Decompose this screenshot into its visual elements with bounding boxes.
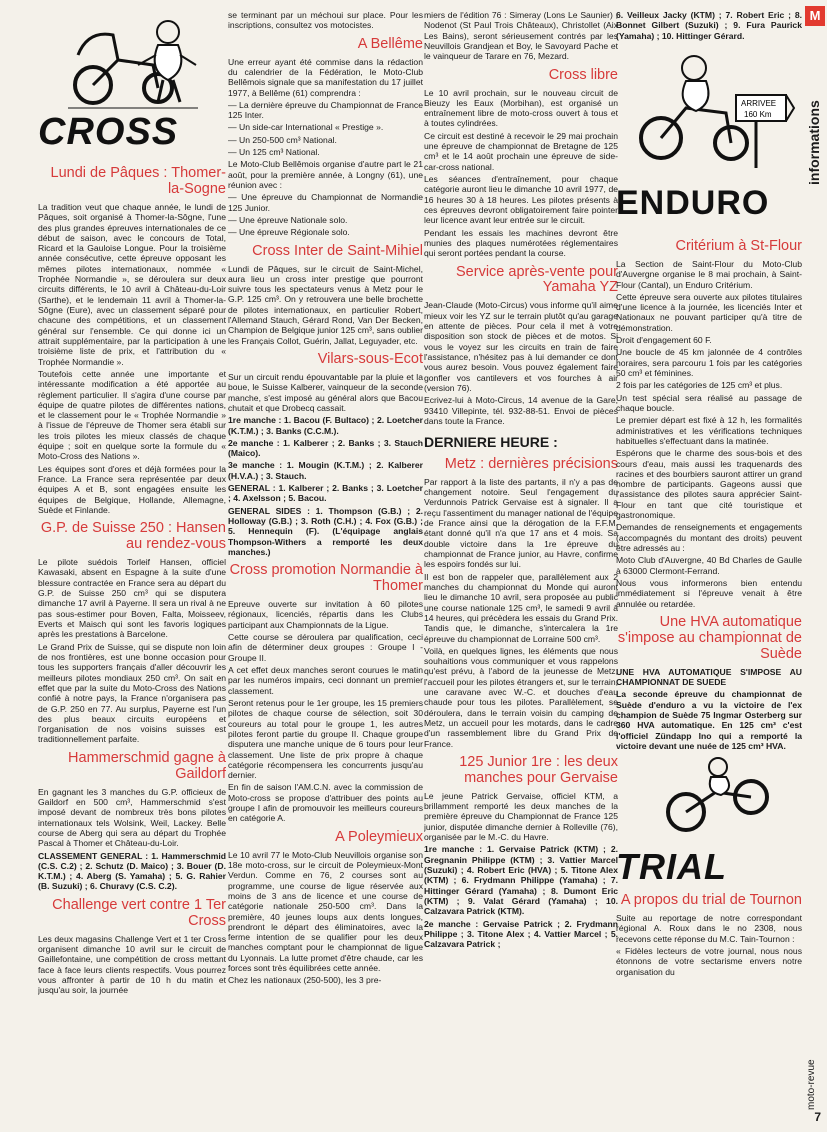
column-4 [616,10,802,1122]
column-3 [424,10,618,1122]
article-text: Nous vous informerons bien entendu immédiatement si l'épreuve venait à être annulée ou retardée. [616,577,802,609]
article-text: En fin de saison l'AM.C.N. avec la commission de Moto-cross se propose d'attribuer des points au groupe I afin de promouvoir les meilleurs coureurs en catégorie A. [228,782,423,824]
article-title: A Poleymieux [335,828,423,845]
article-title: Une HVA automatique s'impose au championnat de Suède [617,613,802,662]
article-text: Une erreur ayant été commise dans la rédaction du calendrier de la Fédération, le Moto-Club Bellêmois signale que sa manifestation du 17 juillet 1977, à Bellême (61) comprendra : [228,56,423,98]
article-title: A Bellême [357,35,423,52]
cross-title: CROSS [38,111,179,153]
arrow-sign-line1: ARRIVEE [741,98,777,108]
article-text: Demandes de renseignements et engagements (accompagnés du montant des droits) peuvent être adressés au : [616,522,802,553]
results-text: GENERAL : 1. Kalberer ; 2. Banks ; 3. Loetcher ; 4. Axelsson ; 5. Bacou. [228,483,423,504]
article-text: La Section de Saint-Flour du Moto-Club d'Auvergne organise le 8 mai prochain, à Saint-Flour (Cantal), un Enduro Critérium. [616,258,802,290]
column-2 [228,10,423,1122]
article-text: Espérons que le charme des sous-bois et des cours d'eau, mais aussi les traquenards des racines et des bourbiers sauront attirer un grand nombre de participants. Gageons aussi que l'assistance des pilotes saura apprécier Saint-Flour en tant que cité touristique et gastronomique. [616,448,802,521]
trial-title: TRIAL [616,846,727,888]
article-text: Epreuve ouverte sur invitation à 60 pilotes régionaux, licenciés, répartis dans les Clubs participant aux Championnats de la Ligue. [228,599,423,630]
article-title: Hammerschmid gagne à Gaildorf [68,749,226,782]
article-text: Cette course se déroulera par qualification, ceci afin de déterminer deux groupes : Groupe I - Groupe II. [228,632,423,663]
list-item: — Une épreuve du Championnat de Normandie 125 Junior. [228,192,423,213]
article-text: A cet effet deux manches seront courues le matin par les numéros impairs, ceci donnant un premier classement. [228,665,423,696]
article-text: Une boucle de 45 km jalonnée de 4 contrôles horaires, sera parcouru 1 fois par les catégories 50 cm³ et féminines. [616,347,802,378]
article-title: Critérium à St-Flour [675,237,802,254]
list-item: — Un 125 cm³ National. [228,147,320,158]
list-item: — Un 250-500 cm³ National. [228,134,337,145]
trial-logo [616,757,802,887]
cross-logo [38,10,226,160]
article-text: La tradition veut que chaque année, le lundi de Pâques, soit organisé à Thomer-la-Sôgne, l'une des plus grandes épreuves internationales de ce début de saison, avec le concours de Total, Ricard et la Gauloise Longue. Pour la troisième année consécutive, cette épreuve opposant les mêmes pilotes internationaux, nommée « Trophée Normandie », se déroulera sur deux circuits différents, le 10 avril à Château-du-Loir (Sarthe), et le lendemain 11 avril à Thomer-la-Sôgne (Eure), avec un classement séparé pour chacune des compétitions, et un classement général sur l'ensemble. Ce qui donne ici un attrait supplémentaire, par la participation à une troisième liste de prix, et l'attribution du « Trophée Normandie ». [38,201,226,367]
article-text: Toutefois cette année une importante et intéressante modification a été apportée au règlement particulier. Il s'agira d'une course par équipe de quatre pilotes de différentes nations, et le classement pour le « Trophée Normandie » à l'issue de l'épreuve de Thomer sera établi sur les trois pilotes les mieux classés de chaque équipe ; soit en quelque sorte la formule du « Moto-Cross des Nations ». [38,368,226,462]
magazine-logo: M [805,6,825,26]
article-text: Moto Club d'Auvergne, 40 Bd Charles de Gaulle à 63000 Clermont-Ferrand. [616,555,802,576]
article-text: Les équipes sont d'ores et déjà formées pour la France. La France sera représentée par deux équipes A et B, sont engagées ensuite les équipes de Belgique, Hollande, Allemagne, Suède et Finlande. [38,463,226,515]
article-text: En gagnant les 3 manches du G.P. officieux de Gaildorf en 500 cm³, Hammerschmid s'est imposé devant de nombreux très bons pilotes internationaux tels Wolsink, Weil, Lackey. Belle course de Aberg qui sera au départ du Trophée Pascal à Thomer et Château-du-Loir. [38,786,226,849]
article-text: Droit d'engagement 60 F. [616,335,712,346]
article-text: Pendant les essais les machines devront être munies des plaques numérotées réglementaires qui seront portées pendant la course. [424,227,618,259]
article-text: « Fidèles lecteurs de votre journal, nous nous étonnons de votre sectarisme envers notre organisation du [616,946,802,977]
results-text: 3e manche : 1. Mougin (K.T.M.) ; 2. Kalberer (H.V.A.) ; 3. Stauch. [228,460,423,481]
article-text: Voilà, en quelques lignes, les éléments que nous souhaitions vous communiquer et vous rappelons qu'est prévu, à l'abord de la jeunesse de Metz, l'accueil pour les pilotes étrangers et, sur le terrain, une caravane avec W.-C. et douches d'eau chaude pour tous les pilotes. Parallèlement, se déroulera, dans le terrain voisin du camping de Metz, un accueil pour les motards, dans le cadre d'un rassemblement libre du Grand Prix de France. [424,645,618,749]
article-text: Jean-Claude (Moto-Circus) vous informe qu'il aime mieux voir les YZ sur le terrain plutôt qu'au garage en attente de pièces. Pour cela il met à votre disposition son stock de pièces et de motos. Si vous le voyez sur les circuits en train de faire l'assistance, n'hésitez pas à lui demander ce dont vous aurez besoin. Vous pouvez également faire gonfler vos cantilevers et vos fourches à air (version 76). [424,300,618,393]
results-text: CLASSEMENT GENERAL : 1. Hammerschmid (C.S. C.2) ; 2. Schutz (D. Maico) ; 3. Bouer (D. K.T.M.) ; 4. Aberg (S. Yamaha) ; 5. G. Rahier (B. Suzuki) ; 6. Churavy (C.S. C.2). [38,850,226,892]
results-text: 1re manche : 1. Bacou (F. Bultaco) ; 2. Loetcher (K.T.M.) ; 3. Banks (C.C.M.). [228,415,423,436]
list-item: — Un side-car International « Prestige ». [228,122,384,133]
page-sidebar [803,0,827,1132]
article-text: Sur un circuit rendu épouvantable par la pluie et la boue, le Suisse Kalberer, vainqueur de la seconde manche, s'est imposé au général alors que Bacou chutait et que Drobecq cassait. [228,371,423,413]
breaking-news-heading: DERNIERE HEURE : [424,434,558,451]
article-subtitle: UNE HVA AUTOMATIQUE S'IMPOSE AU CHAMPIONNAT DE SUEDE [616,666,802,687]
article-title: Metz : dernières précisions [444,455,618,472]
article-text: Le Moto-Club Bellêmois organise d'autre part le 21 août, pour la première année, à Longny (61), une réunion avec : [228,159,423,190]
article-text: Le 10 avril 77 le Moto-Club Neuvillois organise son 18e moto-cross, sur le circuit de Poleymieux-Mont Verdun. Comme en 76, 2 courses sont au programme, une course de ligue réservée aux moins de 3 ans de licence et une course de catégorie nationale 250-500 cm³. Dans la première, 40 jeunes loups aux dents longues, prendront le départ des éliminatoires, avec la ferme intention de se qualifier pour les deux manches comptant pour le championnat de ligue du Lyonnais. La lutte promet d'être chaude, car les forces sont très équilibrées cette année. [228,849,423,974]
article-text: 2 fois par les catégories de 125 cm³ et plus. [616,380,783,391]
magazine-name: moto-revue [806,1059,817,1110]
article-text: Le pilote suédois Torleif Hansen, officiel Kawasaki, absent en Espagne à la suite d'une blessure contractée en France sera au départ du G.P. de Suisse 250 cm³ qui se disputera dimanche 17 avril à Payerne. Il sera un rival à ne pas sous-estimer pour Boven, Falta, Moisseev, Everts et Maisch qui sont les favoris logiques après les prestations à Barcelone. [38,557,226,640]
page-number: 7 [814,1110,821,1124]
article-title: A propos du trial de Tournon [620,892,802,909]
article-text: Ecrivez-lui à Moto-Circus, 14 avenue de la Gare, 93410 Villepinte, tél. 932-88-51. Envoi de pièces dans toute la France. [424,395,618,426]
results-text: 2e manche : 1. Kalberer ; 2. Banks ; 3. Stauch (Maico). [228,437,423,459]
enduro-logo [616,43,802,233]
motorcycle-rider-illustration [58,10,208,115]
results-text: 1re manche : 1. Gervaise Patrick (KTM) ; 2. Gregnanin Philippe (KTM) ; 3. Vattier Marcel (Suzuki) ; 4. Robert Eric (HVA) ; 5. Titone Alex (KTM) ; 6. Frydmann Philippe (Yamaha) ; 7. Hittinger Gérard (Yamaha) ; 8. Dumont Eric (KTM) ; 9. Valat Gérard (Yamaha) ; 10. Calzavara Patrick (KTM). [424,844,618,917]
article-title: Service après-vente pour Yamaha YZ [456,263,618,296]
arrow-sign-line2: 160 Km [744,109,772,119]
article-text: Le premier départ est fixé à 12 h, les formalités administratives et les vérifications techniques habituelles s'effectuant dans la matinée. [616,415,802,446]
trial-rider-illustration [646,757,796,847]
article-text: Chez les nationaux (250-500), les 3 pre- [228,975,382,986]
article-text: Ce circuit est destiné à recevoir le 29 mai prochain une épreuve de championnat de Bretagne de 125 cm³ et le 14 août prochain une épreuve de side-car-cross national. [424,130,618,172]
article-text: Le jeune Patrick Gervaise, officiel KTM, a brillamment remporté les deux manches de la première épreuve du Championnat de France 125 junior, disputée dimanche dernier à Rolleville (76), organisée par le M.-C. du Havre. [424,790,618,843]
results-text: 6. Veilleux Jacky (KTM) ; 7. Robert Eric ; 8. Bonnet Gilbert (Suzuki) ; 9. Fura Paurick (Yamaha) ; 10. Hittinger Gérard. [616,10,802,41]
article-text: se terminant par un méchoui sur place. Pour les inscriptions, consultez vos motocistes. [228,10,423,31]
list-item: — La dernière épreuve du Championnat de France 125 Inter. [228,99,423,121]
article-text: Seront retenus pour le 1er groupe, les 15 premiers pilotes de chaque course de sélection, soit 30 coureurs au total pour le groupe 1, les autres pilotes feront partie du groupe II. Chaque groupe disputera une manche unique de 6 tours pour leur classement. Une liste de prix propre à chaque catégorie récompensera les concurrents jusqu'au dernier. [228,697,423,781]
enduro-rider-illustration [616,43,796,183]
article-title: G.P. de Suisse 250 : Hansen au rendez-vous [40,520,226,553]
article-title: Cross libre [548,66,618,83]
article-text: Les séances d'entraînement, pour chaque catégorie auront lieu le dimanche 10 avril 1977, de 16 heures 30 à 18 heures. Les pilotes présents à ces épreuves devront obligatoirement faire pointer leur licence avant leur entrée sur le circuit. [424,174,618,226]
article-text: Un test spécial sera réalisé au passage de chaque boucle. [616,392,802,413]
results-text: 2e manche : Gervaise Patrick ; 2. Frydmann Philippe ; 3. Titone Alex ; 4. Vattier Marcel ; 5. Calzavara Patrick ; [424,918,618,950]
article-title: Cross Inter de Saint-Mihiel [252,242,423,259]
article-title: 125 Junior 1re : les deux manches pour Gervaise [459,753,618,786]
article-text: Le Grand Prix de Suisse, qui se dispute non loin de nos frontières, est une bonne occasion pour tous les supporters français d'aller découvrir les meilleurs pilotes mondiaux 250 cm³. On sait en effet que par la suite du Moto-Cross des Nations confié à notre pays, la France n'organisera pas de G.P. 250 en 77. Au surplus, Payerne est l'un des plus beaux circuits européens et l'organisation de nos voisins suisses est traditionnellement parfaite. [38,641,226,745]
article-text: La seconde épreuve du championnat de Suède d'enduro a vu la victoire de l'ex champion de Suède 75 Ingmar Osterberg sur 360 HVA automatique. En 125 cm³ c'est l'officiel Zündapp Ino qui a remporté la victoire devant une nuée de 125 cm³ HVA. [616,689,802,751]
list-item: — Une épreuve Nationale solo. [228,214,348,225]
column-1 [38,10,226,1122]
article-text: Suite au reportage de notre correspondant régional A. Roux dans le no 2308, nous recevons cette réponse du M.C. Tain-Tournon : [616,913,802,944]
article-text: Lundi de Pâques, sur le circuit de Saint-Michel, aura lieu un cross inter prestige que pourront suivre tous les spectateurs venus à Metz pour le G.P. 125 cm³. On y retrouvera une belle brochette de pilotes internationaux, en particulier Robert, l'Allemand Stauch, Gérard Rond, Van Der Becken, Champion de Belgique junior 125 cm³, sans oublier les Français Collot, Guérin, Jallat, Leguyader, etc. [228,263,423,346]
article-text: Cette épreuve sera ouverte aux pilotes titulaires d'une licence à la journée, les licenciés Inter et Nationaux ne pouvant participer qu'à titre de démonstration. [616,291,802,333]
results-text: GENERAL SIDES : 1. Thompson (G.B.) ; 2. Holloway (G.B.) ; 3. Roth (C.H.) ; 4. Fox (G.B.) ; 5. Hennequin (F). (L'équipage anglais Thompson-Withers a remporté les deux manches.) [228,505,423,557]
section-label: informations [806,100,822,185]
article-text: Le 10 avril prochain, sur le nouveau circuit de Bieuzy les Eaux (Morbihan), est organisé un entraînement libre de moto-cross ouvert à tous et à toutes cylindrées. [424,87,618,129]
article-title: Lundi de Pâques : Thomer-la-Sogne [50,165,226,197]
article-text: miers de l'édition 76 : Simeray (Lons Le Saunier) ; Nodenot (St Paul Trois Châteaux), Christollet (Aix Les Bains), seront sérieusement contrés par les Neuvillois Grandjean et Boy, le Savoyard Pache et le vainqueur de Tarare en 76, Mezard. [424,10,618,62]
article-title: Cross promotion Normandie à Thomer [229,562,423,595]
article-title: Challenge vert contre 1 Ter Cross [52,896,226,929]
list-item: — Une épreuve Régionale solo. [228,227,350,238]
enduro-title: ENDURO [616,183,770,222]
article-title: Vilars-sous-Ecot [317,351,423,367]
article-text: Par rapport à la liste des partants, il n'y a pas de changement notoire. Seul l'engagement du Verdunnois Patrick Gervaise est à signaler. Il a reçu l'assentiment du manager national de l'équipe de France ainsi que la dérogation de la F.F.M. étant donné qu'il n'a que 17 ans et 4 mois. Sa double victoire dans la 1re épreuve du championnat de France junior, au Havre, confirme les espoirs fondés sur lui. [424,476,618,570]
article-text: Les deux magasins Challenge Vert et 1 ter Cross organisent dimanche 10 avril sur le circuit de Gaillefontaine, une compétition de cross mettant face à face leurs clients respectifs. Vous pourrez vous affronter à partir de 10 h du matin et jusqu'au soir, la journée [38,933,226,996]
article-text: Il est bon de rappeler que, parallèlement aux 2 manches du championnat du Monde qui auront lieu le dimanche 10 avril, sera proposée au public une course nationale 125 cm³, le samedi 9 avril à 14 heures, qui précèdera les essais du Grand Prix. Tandis que, le dimanche, s'intercalera la 1re épreuve du championnat de Lorraine 500 cm³. [424,571,618,644]
